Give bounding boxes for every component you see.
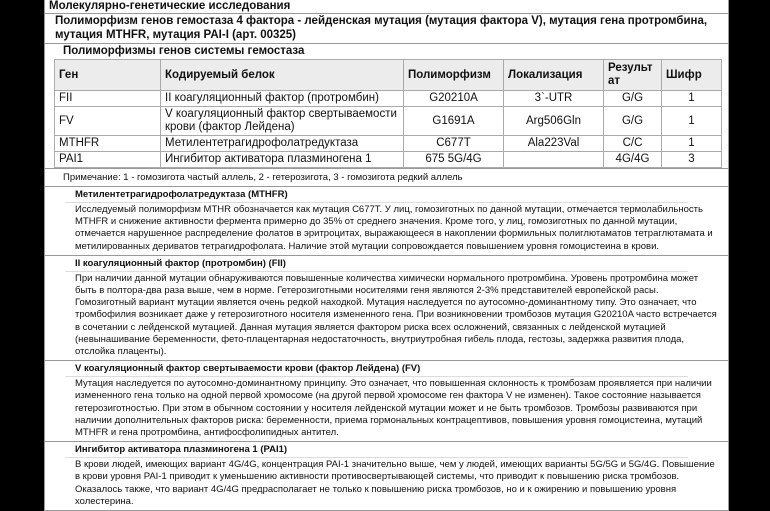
cell-polymorphism: G20210A — [404, 91, 504, 107]
cell-code: 1 — [662, 136, 722, 152]
cell-code: 1 — [662, 107, 722, 136]
cell-result: G/G — [604, 107, 662, 136]
cell-gene: FV — [55, 107, 161, 136]
table-note: Примечание: 1 - гомозигота частый аллель, 2 - гетерозигота, 3 - гомозигота редкий аллель — [44, 168, 729, 187]
info-block-fii — [44, 256, 729, 361]
table-row — [55, 91, 722, 107]
table-row — [55, 152, 722, 168]
cell-result: C/C — [604, 136, 662, 152]
block-heading: Ингибитор активатора плазминогена 1 (PAI1) — [65, 442, 688, 458]
cell-gene: FII — [55, 91, 161, 107]
section-title: Молекулярно-генетические исследования — [44, 0, 729, 14]
cell-localization: 3`-UTR — [504, 91, 604, 107]
subsection-title: Полиморфизмы генов системы гемостаза — [44, 44, 729, 59]
table-header-row — [55, 60, 722, 91]
cell-protein: V коагуляционный фактор свертываемости крови (фактор Лейдена) — [161, 107, 404, 136]
block-text: Мутация наследуется по аутосомно-доминантному принципу. Это означает, что повышенная склонность к тромбозам проявляется при наличии измененного гена только на одной первой хромосоме (на другой первой хромосоме ген фактора V не изменен). Такое состояние называется гетерозиготностью. При этом в обычном состоянии у носителя лейденской мутации может и не быть тромбозов. Тромбозы развиваются при наличии дополнительных факторов риска: беременности, приема гормональных контрацептивов, повышения уровня гомоцистеина, мутаций MTHFR и гена протромбина, антифосфолипидных антител. — [75, 378, 712, 439]
block-text: В крови людей, имеющих вариант 4G/4G, концентрация PAI-1 значительно выше, чем у людей, имеющих варианты 5G/5G и 5G/4G. Повышение в крови уровня PAI-1 приводит к уменьшению активности противосвертывающей системы, что приводит к повышению риска тромбозов. Оказалось также, что вариант 4G/4G предрасполагает не только к повышению риска тромбозов, но и к ожирению и повышению уровня холестерина. — [75, 459, 715, 507]
cell-code: 1 — [662, 91, 722, 107]
header-protein: Кодируемый белок — [161, 60, 404, 91]
header-code: Шифр — [662, 60, 722, 91]
cell-protein: II коагуляционный фактор (протромбин) — [161, 91, 404, 107]
analysis-title: Полиморфизм генов гемостаза 4 фактора - лейденская мутация (мутация фактора V), мутация гена протромбина, мутация MTHFR, мутация PAI-I (арт. 00325) — [44, 14, 729, 44]
cell-gene: PAI1 — [55, 152, 161, 168]
cell-localization: Arg506Gln — [504, 107, 604, 136]
block-heading: Метилентетрагидрофолатредуктаза (MTHFR) — [65, 187, 688, 203]
block-heading: V коагуляционный фактор свертываемости крови (фактор Лейдена) (FV) — [65, 361, 688, 377]
polymorphism-table — [54, 59, 722, 168]
cell-polymorphism: 675 5G/4G — [404, 152, 504, 168]
header-result: Результат — [604, 60, 662, 91]
cell-result: G/G — [604, 91, 662, 107]
table-container — [44, 59, 729, 168]
cell-protein: Ингибитор активатора плазминогена 1 — [161, 152, 404, 168]
cell-gene: MTHFR — [55, 136, 161, 152]
info-block-mthfr — [44, 187, 729, 256]
info-block-fv — [44, 361, 729, 442]
block-text: Исследуемый полиморфизм MTHR обозначается как мутация C677T. У лиц, гомозиготных по данной мутации, отмечается термолабильность MTHFR и снижение активности фермента примерно до 35% от среднего значения. Кроме того, у лиц, гомозиготных по данной мутации, отмечается нарушенное распределение фолатов в эритроцитах, выражающееся в накоплении формильных полиглютаматов тетраглютамата и метилированных дериватов тетрагидрофолата. Наличие этой мутации сопровождается повышением уровня гомоцистеина в крови. — [75, 204, 713, 252]
header-polymorphism: Полиморфизм — [404, 60, 504, 91]
header-localization: Локализация — [504, 60, 604, 91]
cell-polymorphism: G1691A — [404, 107, 504, 136]
cell-localization: Ala223Val — [504, 136, 604, 152]
cell-localization — [504, 152, 604, 168]
block-text: При наличии данной мутации обнаруживаются повышенные количества химически нормального протромбина. Уровень протромбина может быть в полтора-два раза выше, чем в норме. Гетерозиготными носителями геня являются 2-3% представителей европейской расы. Гомозиготный вариант мутации является очень редкой находкой. Мутация наследуется по аутосомно-доминантному типу. Это означает, что тромбофилия возникает даже у гетерозиготного носителя измененного гена. При возникновении тромбозов мутация G20210A часто встречается в сочетании с лейденской мутацией. Данная мутация является фактором риска всех осложнений, связанных с лейденской мутацией (невынашивание беременности, фето-плацентарная недостаточность, внутриутробная гибель плода, гестозы, задержка развития плода, отслойка плаценты). — [75, 272, 717, 358]
cell-code: 3 — [662, 152, 722, 168]
block-heading: II коагуляционный фактор (протромбин) (FII) — [65, 256, 688, 272]
cell-polymorphism: C677T — [404, 136, 504, 152]
table-row — [55, 136, 722, 152]
table-row — [55, 107, 722, 136]
header-gene: Ген — [55, 60, 161, 91]
cell-protein: Метилентетрагидрофолатредуктаза — [161, 136, 404, 152]
cell-result: 4G/4G — [604, 152, 662, 168]
report-panel — [44, 0, 729, 511]
